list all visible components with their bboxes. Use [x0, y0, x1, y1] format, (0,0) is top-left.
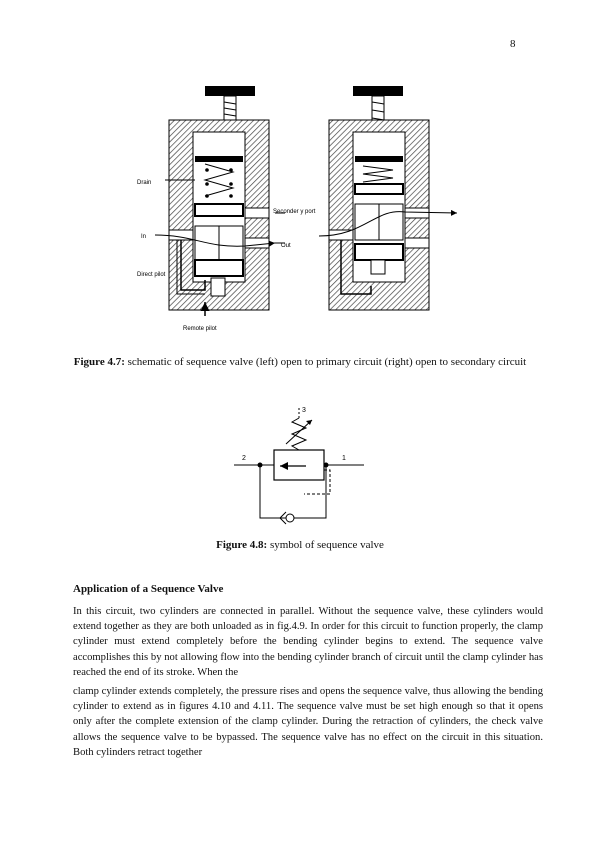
- paragraph-2: clamp cylinder extends completely, the pressure rises and opens the sequence valve, thus allowing the bending cylinder to extend as in figures 4.10 and 4.11. The sequence valve must be set high enough so that it opens only after the complete extension of the clamp cylinder. During the retraction of cylinders, the check valve allows the sequence valve to be bypassed. The sequence valve has no effect on the circuit in this situation. Both cylinders retract together: [73, 686, 543, 758]
- drain-label: Drain: [137, 180, 152, 186]
- figure-4-7-text: schematic of sequence valve (left) open to primary circuit (right) open to secondary circuit: [124, 356, 527, 368]
- figure-4-7-label: Figure 4.7:: [73, 356, 125, 368]
- paragraph-1: In this circuit, two cylinders are connected in parallel. Without the sequence valve, these cylinders would extend together as they are both unloaded as in fig.4.9. In order for this circuit to function properly, the clamp cylinder must extend completely before the bending cylinder begins to extend. The sequence valve accomplishes this by not allowing flow into the bending cylinder branch of circuit until the clamp cylinder has reached the end of its stroke. When the: [73, 606, 543, 678]
- port-3-label: 3: [302, 407, 306, 414]
- direct-pilot-label: Direct pilot: [137, 272, 166, 278]
- port-2-label: 2: [242, 455, 246, 462]
- left-valve: [137, 86, 316, 332]
- out-label: Out: [281, 243, 291, 249]
- page-number: 8: [510, 38, 516, 50]
- figure-4-8-caption: [70, 538, 530, 552]
- remote-pilot-label: Remote pilot: [183, 326, 217, 332]
- right-valve: [319, 86, 457, 310]
- figure-4-7-caption: [70, 355, 530, 369]
- sequence-valve-symbol: [230, 400, 370, 530]
- port-1-label: 1: [342, 455, 346, 462]
- figure-4-8-text: symbol of sequence valve: [267, 539, 384, 551]
- figure-4-8-label: Figure 4.8:: [216, 539, 268, 551]
- sequence-valve-schematic: [135, 80, 465, 350]
- secondary-port-label: Seconder y port: [273, 209, 316, 215]
- section-heading: Application of a Sequence Valve: [73, 583, 224, 595]
- in-label: In: [141, 234, 147, 240]
